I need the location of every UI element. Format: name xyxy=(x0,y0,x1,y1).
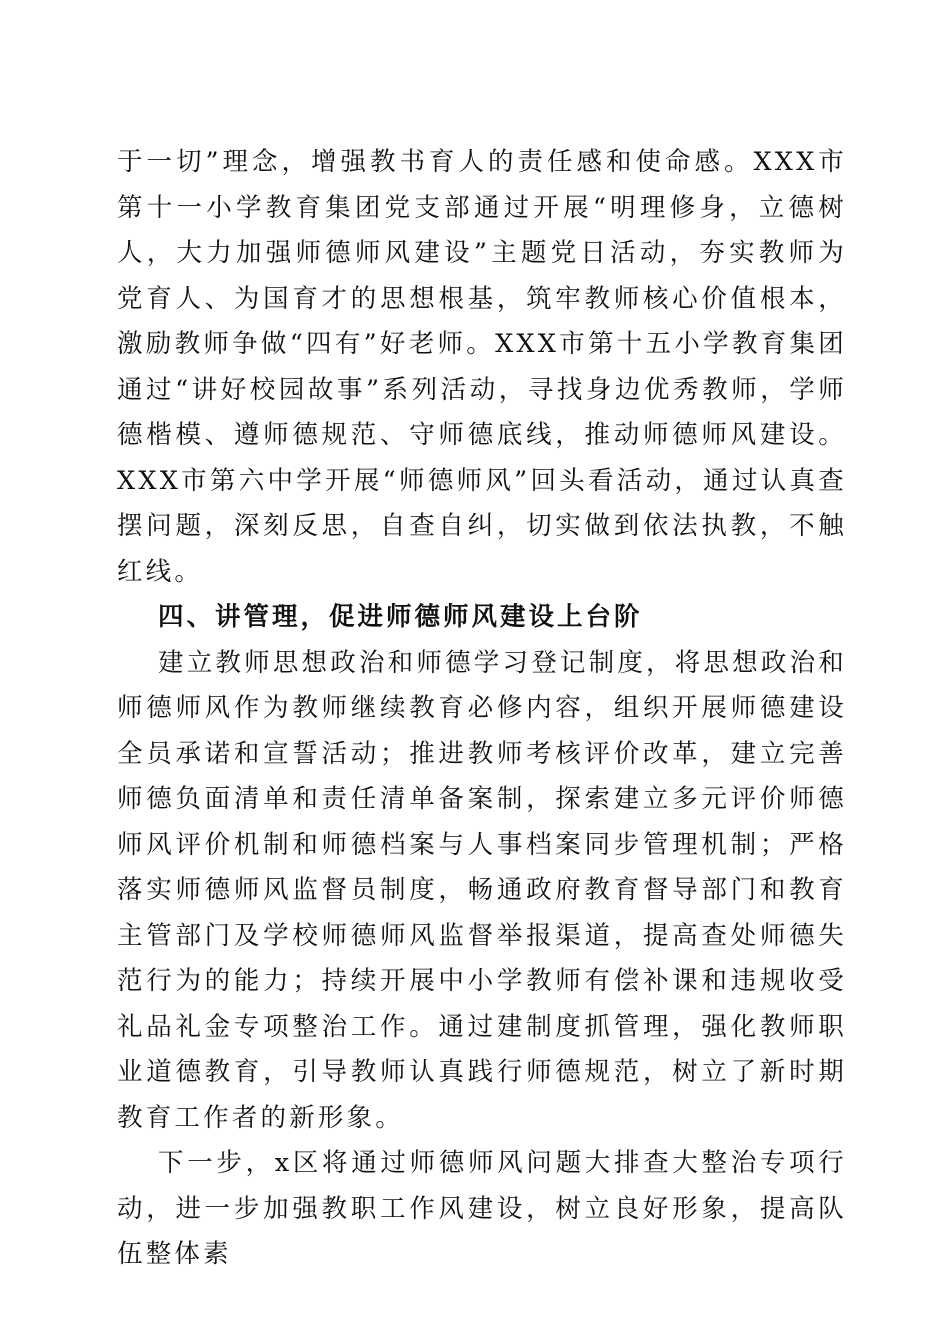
paragraph-next-step: 下一步，x区将通过师德师风问题大排查大整治专项行动，进一步加强教职工作风建设，树立良好形象，提高队伍整体素 xyxy=(117,1148,847,1269)
section-heading: 四、讲管理，促进师德师风建设上台阶 xyxy=(158,602,643,632)
paragraph-management: 建立教师思想政治和师德学习登记制度，将思想政治和师德师风作为教师继续教育必修内容，组织开展师德建设全员承诺和宣誓活动；推进教师考核评价改革，建立完善师德负面清单和责任清单备案制，探索建立多元评价师德师风评价机制和师德档案与人事档案同步管理机制；严格落实师德师风监督员制度，畅通政府教育督导部门和教育主管部门及学校师德师风监督举报渠道，提高查处师德失范行为的能力；持续开展中小学教师有偿补课和违规收受礼品礼金专项整治工作。通过建制度抓管理，强化教师职业道德教育，引导教师认真践行师德规范，树立了新时期教育工作者的新形象。 xyxy=(117,647,847,1133)
document-body xyxy=(117,140,847,1278)
paragraph-continued: 于一切”理念，增强教书育人的责任感和使命感。XXX市第十一小学教育集团党支部通过开展“明理修身，立德树人，大力加强师德师风建设”主题党日活动，夯实教师为党育人、为国育才的思想根基，筑牢教师核心价值根本，激励教师争做“四有”好老师。XXX市第十五小学教育集团通过“讲好校园故事”系列活动，寻找身边优秀教师，学师德楷模、遵师德规范、守师德底线，推动师德师风建设。XXX市第六中学开展“师德师风”回头看活动，通过认真查摆问题，深刻反思，自查自纠，切实做到依法执教，不触红线。 xyxy=(117,147,847,587)
